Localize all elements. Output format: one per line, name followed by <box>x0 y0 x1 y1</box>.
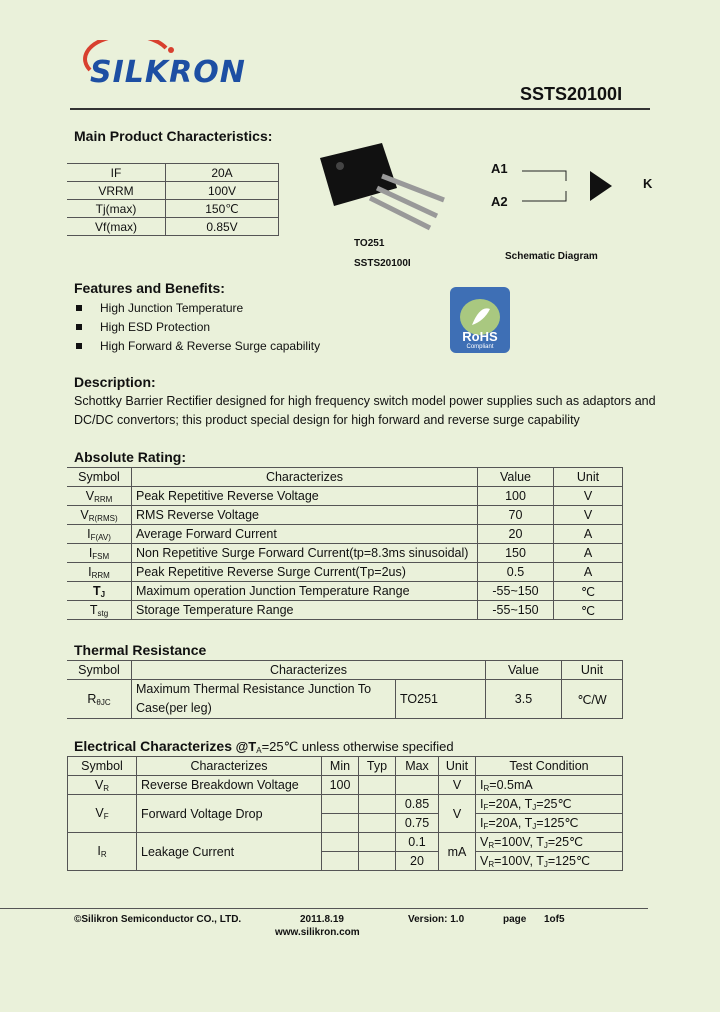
condition-cell: $I_F=20A$, $T_J=25℃$ <box>476 795 623 814</box>
unit-cell: V <box>439 795 476 833</box>
footer-version: Version: 1.0 <box>408 914 465 925</box>
electrical-title: Electrical Characterizes <box>74 738 232 754</box>
param-cell: Vf(max) <box>67 218 166 236</box>
table-row <box>67 544 623 563</box>
table-row <box>67 218 279 236</box>
min-cell <box>322 814 359 833</box>
header-divider <box>70 108 650 110</box>
rohs-subtext: Compliant <box>466 344 494 350</box>
unit-cell: V <box>554 487 623 506</box>
symbol-cell: $I_{FSM}$ <box>67 544 132 563</box>
company-logo <box>76 40 246 100</box>
table-row <box>67 563 623 582</box>
footer-url[interactable]: www.silikron.com <box>275 927 360 938</box>
condition-cell: $V_R=100V$, $T_J=25℃$ <box>476 833 623 852</box>
typ-cell <box>359 776 396 795</box>
absolute-rating-table <box>67 467 623 620</box>
condition-cell: $V_R=100V$, $T_J=125℃$ <box>476 852 623 871</box>
unit-cell: A <box>554 544 623 563</box>
header-cell: Value <box>478 468 554 487</box>
schematic-a1-label: A1 <box>491 161 508 176</box>
symbol-cell: $R_{\theta JC}$ <box>67 680 132 719</box>
bullet-icon <box>76 324 82 330</box>
rohs-badge <box>450 287 510 353</box>
footer-page-number: 1of5 <box>544 914 565 925</box>
list-item <box>76 298 320 317</box>
unit-cell: ℃ <box>554 601 623 620</box>
min-cell <box>322 852 359 871</box>
symbol-cell: $V_R$ <box>68 776 137 795</box>
param-cell: Tj(max) <box>67 200 166 218</box>
features-title: Features and Benefits: <box>74 280 225 296</box>
table-header-row <box>68 757 623 776</box>
list-item <box>76 336 320 355</box>
header-cell: Characterizes <box>132 468 478 487</box>
header-cell: Symbol <box>67 661 132 680</box>
value-cell: 70 <box>478 506 554 525</box>
feature-text: High ESD Protection <box>100 319 211 334</box>
value-cell: -55~150 <box>478 582 554 601</box>
feature-text: High Forward & Reverse Surge capability <box>100 338 321 353</box>
symbol-cell: $T_J$ <box>67 582 132 601</box>
main-characteristics-title: Main Product Characteristics: <box>74 128 273 144</box>
value-cell: 3.5 <box>486 680 562 719</box>
char-cell: Leakage Current <box>137 833 322 871</box>
value-cell: 100 <box>478 487 554 506</box>
footer-divider <box>0 908 648 909</box>
condition-cell: $I_F=20A$, $T_J=125℃$ <box>476 814 623 833</box>
value-cell: -55~150 <box>478 601 554 620</box>
to251-package-icon <box>312 138 452 233</box>
header-cell: Test Condition <box>476 757 623 776</box>
header-cell: Characterizes <box>137 757 322 776</box>
value-cell: 0.85V <box>166 218 279 236</box>
footer-company: ©Silikron Semiconductor CO., LTD. <box>74 914 242 925</box>
max-cell: 0.1 <box>396 833 439 852</box>
header-cell: Characterizes <box>132 661 486 680</box>
table-row <box>68 833 623 852</box>
value-cell: 20A <box>166 164 279 182</box>
param-cell: VRRM <box>67 182 166 200</box>
electrical-title-line: Electrical Characterizes $@T_A=25℃$ unless otherwise specified <box>74 738 454 755</box>
footer-date: 2011.8.19 <box>300 914 344 925</box>
header-cell: Symbol <box>68 757 137 776</box>
table-row <box>67 506 623 525</box>
min-cell: 100 <box>322 776 359 795</box>
feature-text: High Junction Temperature <box>100 300 244 315</box>
table-header-row <box>67 468 623 487</box>
rohs-text: RoHS <box>462 329 498 344</box>
char-cell: Maximum operation Junction Temperature Range <box>132 582 478 601</box>
char-cell: Forward Voltage Drop <box>137 795 322 833</box>
value-cell: 150 <box>478 544 554 563</box>
electrical-cond-at: @T <box>235 739 257 754</box>
typ-cell <box>359 814 396 833</box>
unit-cell: ℃ <box>554 582 623 601</box>
value-cell: 100V <box>166 182 279 200</box>
bullet-icon <box>76 305 82 311</box>
max-cell: 0.85 <box>396 795 439 814</box>
footer-page-label: page <box>503 914 527 925</box>
unit-cell: V <box>439 776 476 795</box>
diode-symbol-icon <box>510 163 620 208</box>
schematic-k-label: K <box>643 176 653 191</box>
char-cell: Maximum Thermal Resistance Junction To Case(per leg) <box>132 680 396 719</box>
header-cell: Unit <box>562 661 623 680</box>
header-cell: Value <box>486 661 562 680</box>
char-cell: Peak Repetitive Reverse Surge Current(Tp=2us) <box>132 563 478 582</box>
table-row <box>67 582 623 601</box>
package-cell: TO251 <box>396 680 486 719</box>
char-cell: Peak Repetitive Reverse Voltage <box>132 487 478 506</box>
bullet-icon <box>76 343 82 349</box>
max-cell <box>396 776 439 795</box>
typ-cell <box>359 833 396 852</box>
table-row <box>67 164 279 182</box>
absolute-rating-title: Absolute Rating: <box>74 449 186 465</box>
header-cell: Typ <box>359 757 396 776</box>
table-row <box>68 795 623 814</box>
table-row <box>67 182 279 200</box>
table-row <box>67 525 623 544</box>
typ-cell <box>359 852 396 871</box>
unit-cell: A <box>554 525 623 544</box>
part-number: SSTS20100I <box>520 84 623 104</box>
package-part: SSTS20100I <box>354 258 411 269</box>
char-cell: Non Repetitive Surge Forward Current(tp=8.3ms sinusoidal) <box>132 544 478 563</box>
max-cell: 0.75 <box>396 814 439 833</box>
value-cell: 150℃ <box>166 200 279 218</box>
value-cell: 20 <box>478 525 554 544</box>
symbol-cell: $I_{F(AV)}$ <box>67 525 132 544</box>
header-cell: Symbol <box>67 468 132 487</box>
value-cell: 0.5 <box>478 563 554 582</box>
header-cell: Max <box>396 757 439 776</box>
schematic-caption: Schematic Diagram <box>505 251 598 262</box>
header-cell: Unit <box>554 468 623 487</box>
description-title: Description: <box>74 374 156 390</box>
table-row <box>67 680 623 719</box>
table-row <box>68 776 623 795</box>
symbol-cell: $I_{RRM}$ <box>67 563 132 582</box>
char-cell: Storage Temperature Range <box>132 601 478 620</box>
unit-cell: A <box>554 563 623 582</box>
symbol-cell: $V_{R(RMS)}$ <box>67 506 132 525</box>
main-characteristics-table <box>67 163 279 236</box>
symbol-cell: $V_F$ <box>68 795 137 833</box>
package-name: TO251 <box>354 238 385 249</box>
char-cell: RMS Reverse Voltage <box>132 506 478 525</box>
description-text: Schottky Barrier Rectifier designed for high frequency switch model power supplies such as adaptors and DC/DC convertors; this product special design for high forward and reverse surge capability <box>74 394 656 427</box>
unit-cell: ℃/W <box>562 680 623 719</box>
unit-cell: V <box>554 506 623 525</box>
min-cell <box>322 795 359 814</box>
unit-cell: mA <box>439 833 476 871</box>
max-cell: 20 <box>396 852 439 871</box>
param-cell: IF <box>67 164 166 182</box>
logo-text: SILKRON <box>90 55 246 90</box>
char-cell: Reverse Breakdown Voltage <box>137 776 322 795</box>
char-cell: Average Forward Current <box>132 525 478 544</box>
table-header-row <box>67 661 623 680</box>
features-list <box>76 298 320 355</box>
table-row <box>67 200 279 218</box>
header-cell: Min <box>322 757 359 776</box>
typ-cell <box>359 795 396 814</box>
table-row <box>67 601 623 620</box>
thermal-resistance-table <box>67 660 623 719</box>
list-item <box>76 317 320 336</box>
electrical-table <box>67 756 623 871</box>
header-cell: Unit <box>439 757 476 776</box>
condition-cell: $I_R=0.5mA$ <box>476 776 623 795</box>
symbol-cell: $T_{stg}$ <box>67 601 132 620</box>
min-cell <box>322 833 359 852</box>
table-row <box>67 487 623 506</box>
symbol-cell: $V_{RRM}$ <box>67 487 132 506</box>
schematic-a2-label: A2 <box>491 194 508 209</box>
symbol-cell: $I_R$ <box>68 833 137 871</box>
thermal-resistance-title: Thermal Resistance <box>74 642 207 658</box>
electrical-condition: =25℃ unless otherwise specified <box>261 739 454 754</box>
